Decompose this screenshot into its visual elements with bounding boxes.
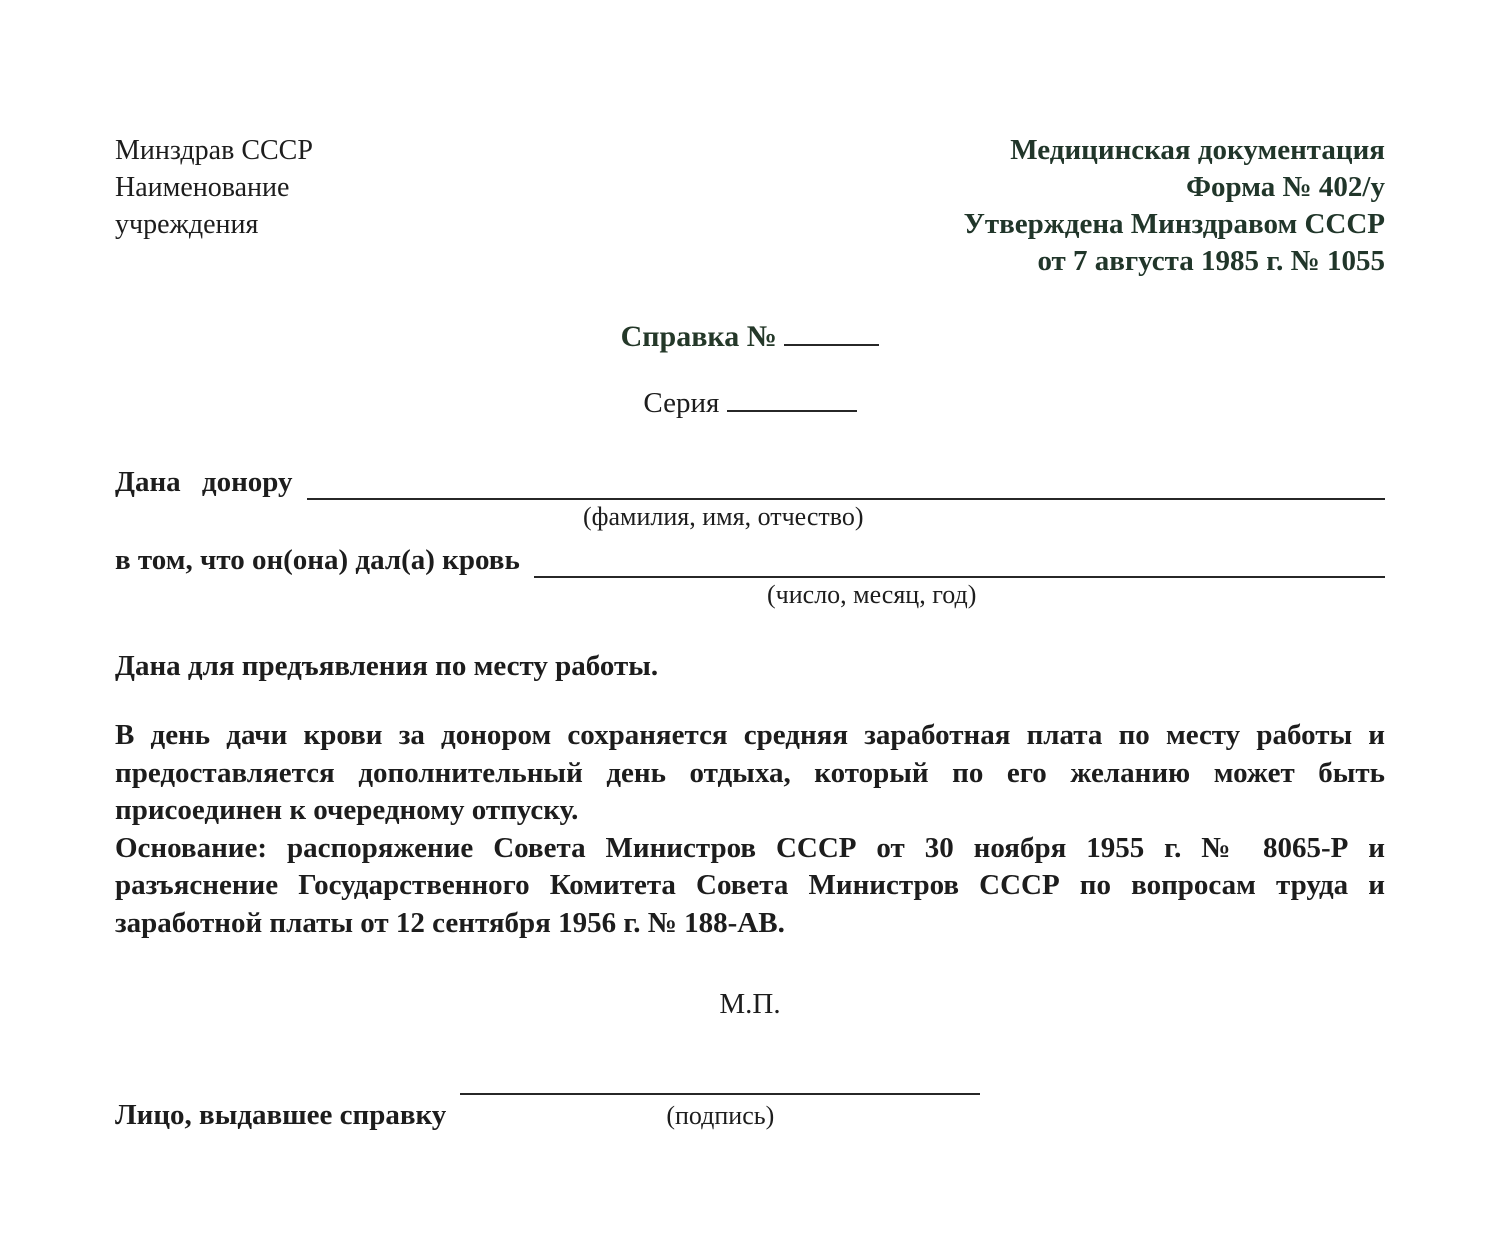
donor-label: Дана донору: [115, 466, 293, 498]
blood-date-label: в том, что он(она) дал(а) кровь: [115, 544, 520, 576]
certificate-number-blank: [784, 316, 879, 346]
certificate-title-row: [115, 316, 1385, 355]
donor-name-blank: [307, 470, 1385, 500]
blood-date-blank: [534, 548, 1385, 578]
legal-basis-paragraph: Основание: распоряжение Совета Министров СССР от 30 ноября 1955 г. № 8065-Р и разъяснение Государственного Комитета Совета Министров СССР по вопросам труда и заработной платы от 12 сентября 1956 г. № 188-АВ.: [115, 831, 1385, 939]
purpose-statement: Дана для предъявления по месту работы.: [115, 650, 659, 682]
meta-line-approved-by: Утверждена Минздравом СССР: [963, 208, 1385, 240]
org-line-ministry: Минздрав СССР: [115, 135, 313, 166]
meta-line-doc-type: Медицинская документация: [1010, 134, 1385, 166]
series-row: [115, 383, 1385, 422]
issuing-org-block: [115, 132, 313, 243]
issuer-row: [115, 1065, 1385, 1133]
issuer-label: Лицо, выдавшее справку: [115, 1099, 447, 1131]
meta-line-approval-date: от 7 августа 1985 г. № 1055: [1037, 245, 1385, 277]
signature-caption: (подпись): [666, 1101, 775, 1130]
document-header: [115, 132, 1385, 280]
certificate-title: Справка №: [620, 320, 777, 353]
donor-name-caption: (фамилия, имя, отчество): [583, 502, 864, 531]
series-blank: [727, 383, 857, 412]
org-line-institution-name: Наименование: [115, 172, 290, 203]
stamp-placeholder: М.П.: [719, 988, 781, 1020]
series-label: Серия: [643, 387, 720, 419]
benefits-paragraph: В день дачи крови за донором сохраняется средняя заработная плата по месту работы и предоставляется дополнительный день отдыха, который по его желанию может быть присоединен к очередному отпуску.: [115, 719, 1385, 826]
issuer-signature-blank: [460, 1065, 980, 1095]
blood-date-caption: (число, месяц, год): [767, 580, 977, 609]
doc-meta-block: [964, 132, 1385, 280]
meta-line-form-number: Форма № 402/у: [1186, 171, 1385, 203]
org-line-institution: учреждения: [115, 209, 259, 240]
issuer-signature-wrap: [460, 1065, 980, 1133]
blood-date-row: [115, 542, 1385, 578]
donor-name-row: [115, 464, 1385, 500]
